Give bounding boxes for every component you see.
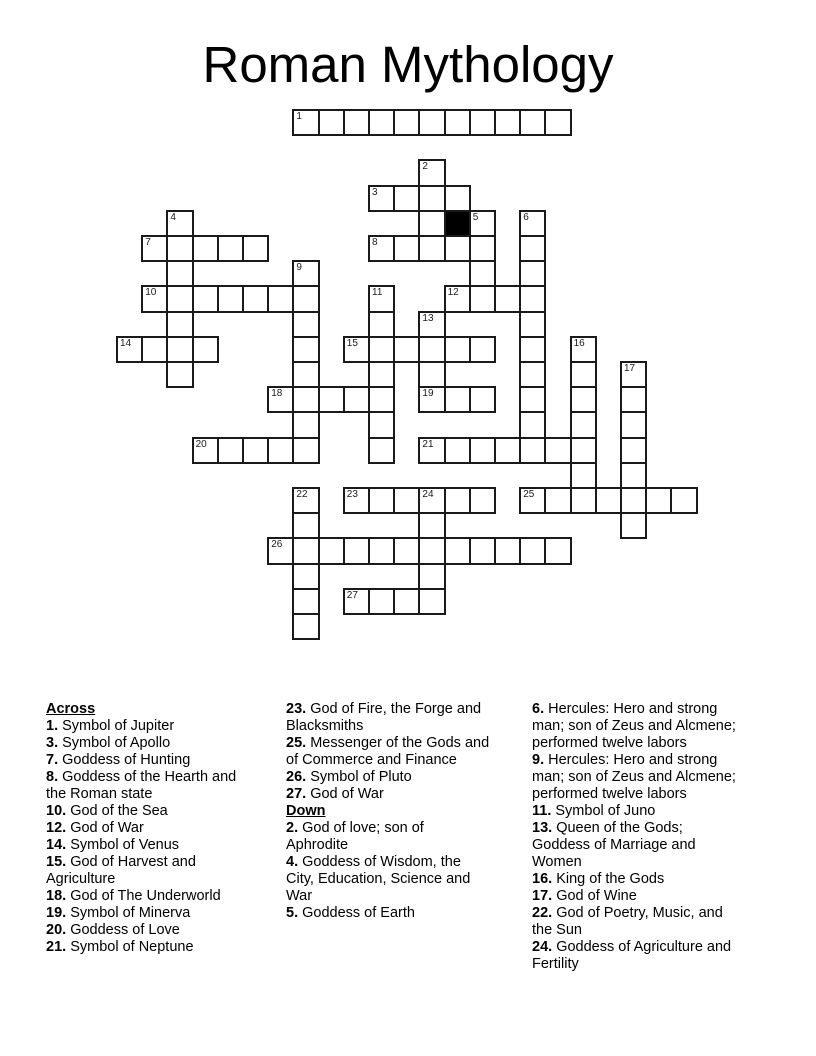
- clue-item: [46, 803, 298, 820]
- clue-item: [46, 820, 298, 837]
- grid-cell[interactable]: [469, 336, 496, 363]
- clue-number: 11.: [532, 803, 552, 819]
- grid-cell[interactable]: [368, 537, 395, 564]
- grid-cell[interactable]: [544, 437, 571, 464]
- clue-number: 13.: [532, 820, 553, 836]
- grid-cell[interactable]: [444, 386, 471, 413]
- grid-cell[interactable]: [418, 588, 445, 615]
- grid-cell[interactable]: [192, 285, 219, 312]
- grid-cell[interactable]: [494, 437, 521, 464]
- grid-cell[interactable]: [469, 235, 496, 262]
- grid-cell[interactable]: [393, 235, 420, 262]
- grid-cell[interactable]: [519, 260, 546, 287]
- grid-cell[interactable]: [343, 109, 370, 136]
- clue-item: [286, 854, 538, 905]
- grid-cell[interactable]: [519, 311, 546, 338]
- grid-cell[interactable]: [418, 311, 445, 338]
- cell-number: 17: [624, 363, 636, 374]
- grid-cell[interactable]: [469, 210, 496, 237]
- grid-cell[interactable]: [620, 386, 647, 413]
- cell-number: 25: [523, 489, 535, 500]
- clue-item: [46, 888, 298, 905]
- grid-cell[interactable]: [418, 563, 445, 590]
- grid-cell[interactable]: [469, 537, 496, 564]
- clue-text: Symbol of Neptune: [66, 939, 194, 955]
- clue-text: Symbol of Juno: [551, 803, 656, 819]
- grid-cell[interactable]: [368, 437, 395, 464]
- clue-number: 16.: [532, 871, 553, 887]
- grid-cell[interactable]: [519, 537, 546, 564]
- grid-cell[interactable]: [393, 588, 420, 615]
- grid-cell[interactable]: [368, 386, 395, 413]
- cell-number: 10: [145, 287, 157, 299]
- grid-cell[interactable]: [620, 361, 647, 388]
- clue-item: [532, 803, 784, 820]
- clue-item: [46, 905, 298, 922]
- grid-cell[interactable]: [519, 361, 546, 388]
- grid-cell[interactable]: [418, 109, 445, 136]
- clue-number: 10.: [46, 803, 67, 819]
- grid-cell[interactable]: [570, 487, 597, 514]
- cell-number: 22: [296, 489, 308, 500]
- clue-text: God of Wine: [552, 888, 637, 904]
- clue-item: [532, 820, 784, 871]
- grid-cell[interactable]: [292, 487, 319, 514]
- grid-cell[interactable]: [368, 487, 395, 514]
- clue-text: Goddess of Wisdom, the City, Education, Science and War: [286, 854, 471, 904]
- grid-cell[interactable]: [418, 210, 445, 237]
- grid-cell[interactable]: [444, 537, 471, 564]
- clue-text: Goddess of Hunting: [58, 752, 191, 768]
- grid-cell[interactable]: [444, 487, 471, 514]
- grid-cell[interactable]: [620, 411, 647, 438]
- grid-cell[interactable]: [166, 235, 193, 262]
- clue-text: God of Poetry, Music, and the Sun: [532, 905, 723, 938]
- clue-item: [46, 718, 298, 735]
- grid-cell[interactable]: [166, 336, 193, 363]
- grid-cell[interactable]: [418, 336, 445, 363]
- grid-cell[interactable]: [292, 311, 319, 338]
- clue-column-2: [286, 701, 538, 922]
- clue-item: [532, 701, 784, 752]
- cell-number: 24: [422, 489, 434, 500]
- grid-cell[interactable]: [166, 260, 193, 287]
- grid-cell[interactable]: [620, 487, 647, 514]
- clue-number: 1.: [46, 718, 59, 734]
- grid-cell[interactable]: [444, 235, 471, 262]
- grid-cell[interactable]: [217, 437, 244, 464]
- clue-text: Goddess of the Hearth and the Roman state: [46, 769, 237, 802]
- clue-text: Hercules: Hero and strong man; son of Zeus and Alcmene; performed twelve labors: [532, 752, 736, 802]
- grid-cell[interactable]: [469, 109, 496, 136]
- grid-cell[interactable]: [570, 462, 597, 489]
- clue-number: 26.: [286, 769, 307, 785]
- grid-cell[interactable]: [595, 487, 622, 514]
- grid-cell[interactable]: [570, 336, 597, 363]
- grid-cell[interactable]: [544, 537, 571, 564]
- grid-cell[interactable]: [519, 109, 546, 136]
- grid-cell[interactable]: [570, 386, 597, 413]
- grid-cell[interactable]: [494, 285, 521, 312]
- clue-text: God of Fire, the Forge and Blacksmiths: [286, 701, 482, 734]
- grid-cell[interactable]: [519, 437, 546, 464]
- clue-text: Symbol of Venus: [66, 837, 180, 853]
- grid-cell[interactable]: [519, 411, 546, 438]
- grid-cell[interactable]: [343, 588, 370, 615]
- grid-cell[interactable]: [267, 386, 294, 413]
- grid-cell[interactable]: [242, 285, 269, 312]
- grid-cell[interactable]: [393, 487, 420, 514]
- grid-cell[interactable]: [141, 235, 168, 262]
- clue-item: [46, 922, 298, 939]
- grid-cell[interactable]: [620, 462, 647, 489]
- grid-cell[interactable]: [267, 285, 294, 312]
- grid-cell[interactable]: [519, 386, 546, 413]
- cell-number: 5: [472, 211, 479, 223]
- grid-cell[interactable]: [393, 109, 420, 136]
- grid-cell-black: [444, 210, 471, 237]
- clue-number: 24.: [532, 939, 553, 955]
- clue-column-3: [532, 701, 784, 973]
- grid-cell[interactable]: [368, 588, 395, 615]
- grid-cell[interactable]: [292, 411, 319, 438]
- grid-cell[interactable]: [444, 336, 471, 363]
- cell-number: 19: [422, 388, 434, 400]
- clue-item: [286, 701, 538, 735]
- grid-cell[interactable]: [368, 109, 395, 136]
- cell-number: 7: [145, 237, 151, 248]
- clue-item: [46, 939, 298, 956]
- clue-text: God of War: [306, 786, 384, 802]
- grid-cell[interactable]: [267, 537, 294, 564]
- clue-column-1: [46, 701, 298, 956]
- grid-cell[interactable]: [393, 185, 420, 212]
- clue-item: [532, 752, 784, 803]
- clue-text: Symbol of Apollo: [58, 735, 171, 751]
- clue-number: 17.: [532, 888, 553, 904]
- cell-number: 20: [195, 438, 207, 450]
- grid-cell[interactable]: [393, 336, 420, 363]
- grid-cell[interactable]: [267, 437, 294, 464]
- clue-item: [532, 871, 784, 888]
- cell-number: 2: [422, 161, 428, 173]
- grid-cell[interactable]: [166, 210, 193, 237]
- grid-cell[interactable]: [292, 437, 319, 464]
- clue-number: 5.: [286, 905, 299, 921]
- grid-cell[interactable]: [292, 386, 319, 413]
- grid-cell[interactable]: [192, 235, 219, 262]
- clue-section-header: Down: [286, 803, 326, 819]
- clue-item: [532, 888, 784, 905]
- grid-cell[interactable]: [292, 512, 319, 539]
- grid-cell[interactable]: [292, 285, 319, 312]
- cell-number: 26: [271, 539, 283, 551]
- grid-cell[interactable]: [343, 336, 370, 363]
- clue-number: 3.: [46, 735, 59, 751]
- grid-cell[interactable]: [544, 487, 571, 514]
- clue-item: [46, 837, 298, 854]
- grid-cell[interactable]: [292, 361, 319, 388]
- grid-cell[interactable]: [292, 109, 319, 136]
- grid-cell[interactable]: [519, 210, 546, 237]
- clue-number: 19.: [46, 905, 67, 921]
- grid-cell[interactable]: [570, 437, 597, 464]
- grid-cell[interactable]: [444, 285, 471, 312]
- clue-text: Hercules: Hero and strong man; son of Zeus and Alcmene; performed twelve labors: [532, 701, 736, 751]
- cell-number: 9: [296, 262, 302, 274]
- clue-text: King of the Gods: [552, 871, 665, 887]
- clue-number: 4.: [286, 854, 299, 870]
- clue-text: Messenger of the Gods and of Commerce and Finance: [286, 735, 490, 768]
- grid-cell[interactable]: [166, 311, 193, 338]
- clue-item: [286, 769, 538, 786]
- grid-cell[interactable]: [469, 487, 496, 514]
- clue-text: Goddess of Earth: [298, 905, 415, 921]
- grid-cell[interactable]: [544, 109, 571, 136]
- grid-cell[interactable]: [519, 336, 546, 363]
- grid-cell[interactable]: [670, 487, 697, 514]
- cell-number: 18: [271, 388, 283, 400]
- grid-cell[interactable]: [418, 487, 445, 514]
- clue-item: [532, 939, 784, 973]
- cell-number: 6: [523, 211, 529, 223]
- grid-cell[interactable]: [418, 386, 445, 413]
- grid-cell[interactable]: [318, 109, 345, 136]
- clue-text: Symbol of Minerva: [66, 905, 191, 921]
- grid-cell[interactable]: [494, 109, 521, 136]
- clue-number: 22.: [532, 905, 553, 921]
- cell-number: 27: [346, 589, 358, 601]
- grid-cell[interactable]: [318, 386, 345, 413]
- grid-cell[interactable]: [292, 336, 319, 363]
- clue-item: [286, 820, 538, 854]
- clue-item: [532, 905, 784, 939]
- grid-cell[interactable]: [469, 437, 496, 464]
- clue-number: 25.: [286, 735, 307, 751]
- clue-number: 12.: [46, 820, 67, 836]
- cell-number: 15: [346, 337, 358, 349]
- clue-text: God of War: [66, 820, 144, 836]
- cell-number: 23: [346, 489, 358, 500]
- grid-cell[interactable]: [192, 437, 219, 464]
- clue-item: [286, 786, 538, 803]
- grid-cell[interactable]: [343, 386, 370, 413]
- grid-cell[interactable]: [519, 235, 546, 262]
- grid-cell[interactable]: [393, 537, 420, 564]
- grid-cell[interactable]: [570, 361, 597, 388]
- clue-item: [46, 769, 298, 803]
- grid-cell[interactable]: [444, 437, 471, 464]
- grid-cell[interactable]: [166, 285, 193, 312]
- grid-cell[interactable]: [418, 437, 445, 464]
- clue-number: 9.: [532, 752, 545, 768]
- clue-number: 21.: [46, 939, 67, 955]
- clue-text: God of Harvest and Agriculture: [46, 854, 196, 887]
- grid-cell[interactable]: [343, 487, 370, 514]
- cell-number: 12: [447, 287, 459, 299]
- clue-text: Goddess of Agriculture and Fertility: [532, 939, 732, 972]
- grid-cell[interactable]: [469, 386, 496, 413]
- grid-cell[interactable]: [620, 512, 647, 539]
- clue-item: [286, 735, 538, 769]
- clue-item: [46, 735, 298, 752]
- cell-number: 16: [573, 337, 585, 349]
- grid-cell[interactable]: [620, 437, 647, 464]
- grid-cell[interactable]: [343, 537, 370, 564]
- clue-number: 18.: [46, 888, 67, 904]
- cell-number: 3: [372, 186, 378, 198]
- grid-cell[interactable]: [166, 361, 193, 388]
- cell-number: 1: [296, 111, 302, 122]
- grid-cell[interactable]: [418, 185, 445, 212]
- grid-cell[interactable]: [368, 411, 395, 438]
- clue-text: Queen of the Gods; Goddess of Marriage and Women: [532, 820, 696, 870]
- grid-cell[interactable]: [469, 285, 496, 312]
- grid-cell[interactable]: [469, 260, 496, 287]
- grid-cell[interactable]: [418, 512, 445, 539]
- page-title: Roman Mythology: [202, 36, 614, 93]
- clue-text: God of the Sea: [66, 803, 168, 819]
- grid-cell[interactable]: [368, 311, 395, 338]
- clue-text: God of The Underworld: [66, 888, 221, 904]
- cell-number: 13: [422, 312, 434, 324]
- grid-cell[interactable]: [141, 285, 168, 312]
- grid-cell[interactable]: [217, 285, 244, 312]
- grid-cell[interactable]: [368, 185, 395, 212]
- grid-cell[interactable]: [570, 411, 597, 438]
- grid-cell[interactable]: [418, 361, 445, 388]
- grid-cell[interactable]: [192, 336, 219, 363]
- clue-text: God of love; son of Aphrodite: [286, 820, 424, 853]
- grid-cell[interactable]: [418, 235, 445, 262]
- cell-number: 21: [422, 438, 434, 450]
- clue-section-header: Across: [46, 701, 96, 717]
- grid-cell[interactable]: [368, 285, 395, 312]
- clue-item: [46, 752, 298, 769]
- grid-cell[interactable]: [368, 336, 395, 363]
- grid-cell[interactable]: [444, 109, 471, 136]
- grid-cell[interactable]: [141, 336, 168, 363]
- clue-text: Symbol of Jupiter: [58, 718, 175, 734]
- grid-cell[interactable]: [292, 260, 319, 287]
- grid-cell[interactable]: [418, 159, 445, 186]
- grid-cell[interactable]: [242, 235, 269, 262]
- cell-number: 11: [372, 287, 383, 299]
- grid-cell[interactable]: [418, 537, 445, 564]
- grid-cell[interactable]: [292, 537, 319, 564]
- clue-text: Symbol of Pluto: [306, 769, 412, 785]
- clue-number: 6.: [532, 701, 545, 717]
- clue-text: Goddess of Love: [66, 922, 180, 938]
- grid-cell[interactable]: [368, 235, 395, 262]
- clue-number: 27.: [286, 786, 307, 802]
- grid-cell[interactable]: [318, 537, 345, 564]
- grid-cell[interactable]: [444, 185, 471, 212]
- clue-number: 14.: [46, 837, 67, 853]
- clue-number: 20.: [46, 922, 67, 938]
- grid-cell[interactable]: [242, 437, 269, 464]
- clue-number: 7.: [46, 752, 59, 768]
- grid-cell[interactable]: [368, 361, 395, 388]
- clue-number: 2.: [286, 820, 299, 836]
- clue-item: [286, 905, 538, 922]
- grid-cell[interactable]: [519, 487, 546, 514]
- clue-number: 15.: [46, 854, 67, 870]
- grid-cell[interactable]: [519, 285, 546, 312]
- grid-cell[interactable]: [494, 537, 521, 564]
- clue-number: 23.: [286, 701, 307, 717]
- grid-cell[interactable]: [292, 613, 319, 640]
- cell-number: 4: [170, 211, 176, 223]
- clue-item: [46, 854, 298, 888]
- grid-cell[interactable]: [217, 235, 244, 262]
- cell-number: 8: [372, 237, 378, 248]
- grid-cell[interactable]: [292, 563, 319, 590]
- cell-number: 14: [120, 337, 132, 349]
- grid-cell[interactable]: [292, 588, 319, 615]
- grid-cell[interactable]: [645, 487, 672, 514]
- grid-cell[interactable]: [116, 336, 143, 363]
- clue-number: 8.: [46, 769, 59, 785]
